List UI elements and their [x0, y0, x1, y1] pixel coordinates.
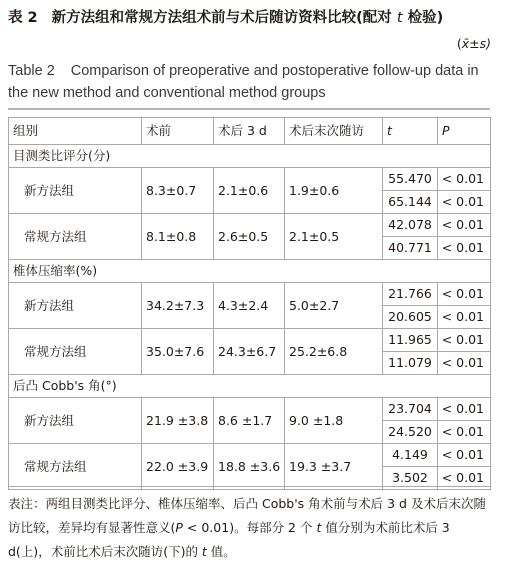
- t-value: 11.079: [383, 352, 438, 375]
- table-footnote: [8, 492, 494, 564]
- comparison-table: [8, 117, 491, 490]
- top-rule: [8, 108, 490, 110]
- header-preop: 术前: [142, 118, 214, 145]
- p-value: < 0.01: [438, 421, 491, 444]
- bottom-rule: [8, 486, 490, 487]
- group-name: 新方法组: [9, 168, 142, 214]
- p-value: < 0.01: [438, 444, 491, 467]
- p-value: < 0.01: [438, 168, 491, 191]
- preop-value: 21.9 ±3.8: [142, 398, 214, 444]
- section-title: 后凸 Cobb's 角(°): [9, 375, 491, 398]
- p-value: < 0.01: [438, 352, 491, 375]
- p-value: < 0.01: [438, 398, 491, 421]
- t-value: 42.078: [383, 214, 438, 237]
- p-value: < 0.01: [438, 191, 491, 214]
- t-value: 65.144: [383, 191, 438, 214]
- post-3d-value: 2.1±0.6: [214, 168, 285, 214]
- footnote-t-variable-2: t: [201, 544, 207, 559]
- p-value: < 0.01: [438, 467, 491, 490]
- table-title-text-cn: 新方法组和常规方法组术前与术后随访资料比较(配对: [51, 10, 397, 26]
- p-value: < 0.01: [438, 214, 491, 237]
- final-followup-value: 25.2±6.8: [285, 329, 383, 375]
- title-t-variable: t: [396, 10, 403, 26]
- final-followup-value: 5.0±2.7: [285, 283, 383, 329]
- t-value: 21.766: [383, 283, 438, 306]
- preop-value: 35.0±7.6: [142, 329, 214, 375]
- section-row: [9, 260, 491, 283]
- header-group: 组别: [9, 118, 142, 145]
- footnote-text-1: 表注：两组目测类比评分、椎体压缩率、后凸 Cobb's 角术前与术后 3 d 及术后末次随访比较，差异均有显著性意义(: [8, 496, 486, 535]
- post-3d-value: 2.6±0.5: [214, 214, 285, 260]
- p-value: < 0.01: [438, 329, 491, 352]
- header-final-followup: 术后末次随访: [285, 118, 383, 145]
- preop-value: 34.2±7.3: [142, 283, 214, 329]
- group-name: 常规方法组: [9, 214, 142, 260]
- footnote-t-variable: t: [316, 520, 322, 535]
- table-row: [9, 444, 491, 467]
- footnote-text-4: 值。: [206, 544, 236, 559]
- post-3d-value: 18.8 ±3.6: [214, 444, 285, 490]
- table-title-en: [8, 60, 498, 104]
- preop-value: 8.3±0.7: [142, 168, 214, 214]
- footnote-p-variable: P: [175, 520, 183, 535]
- section-title: 目测类比评分(分): [9, 145, 491, 168]
- final-followup-value: 19.3 ±3.7: [285, 444, 383, 490]
- header-p: P: [438, 118, 491, 145]
- p-value: < 0.01: [438, 306, 491, 329]
- table-row: [9, 214, 491, 237]
- table-row: [9, 168, 491, 191]
- final-followup-value: 9.0 ±1.8: [285, 398, 383, 444]
- t-value: 23.704: [383, 398, 438, 421]
- group-name: 新方法组: [9, 398, 142, 444]
- table-row: [9, 329, 491, 352]
- p-value: < 0.01: [438, 283, 491, 306]
- t-value: 55.470: [383, 168, 438, 191]
- section-row: [9, 375, 491, 398]
- t-value: 40.771: [383, 237, 438, 260]
- footnote-text-3: 值分别为术前比术后 3 d(上)，术前比术后末次随访(下)的: [8, 520, 450, 559]
- t-value: 20.605: [383, 306, 438, 329]
- table-row: [9, 283, 491, 306]
- group-name: 新方法组: [9, 283, 142, 329]
- section-title: 椎体压缩率(%): [9, 260, 491, 283]
- p-value: < 0.01: [438, 237, 491, 260]
- section-row: [9, 145, 491, 168]
- stat-note-mean: x̄: [461, 36, 470, 51]
- footnote-text-2: < 0.01)。每部分 2 个: [182, 520, 317, 535]
- final-followup-value: 1.9±0.6: [285, 168, 383, 214]
- stat-note-sd: ±s): [469, 36, 491, 51]
- t-value: 3.502: [383, 467, 438, 490]
- group-name: 常规方法组: [9, 444, 142, 490]
- post-3d-value: 24.3±6.7: [214, 329, 285, 375]
- table-row: [9, 398, 491, 421]
- post-3d-value: 8.6 ±1.7: [214, 398, 285, 444]
- table-title-cn: [8, 8, 498, 28]
- t-value: 24.520: [383, 421, 438, 444]
- table-label-cn: 表 2: [8, 10, 38, 26]
- preop-value: 22.0 ±3.9: [142, 444, 214, 490]
- table-title-text-en: Comparison of preoperative and postoperative follow-up data in the new method and conventional method groups: [8, 63, 479, 101]
- statistic-notation: [457, 36, 491, 52]
- preop-value: 8.1±0.8: [142, 214, 214, 260]
- table-title-suffix-cn: 检验): [402, 10, 444, 26]
- post-3d-value: 4.3±2.4: [214, 283, 285, 329]
- table-label-en: Table 2: [8, 63, 55, 79]
- group-name: 常规方法组: [9, 329, 142, 375]
- t-value: 11.965: [383, 329, 438, 352]
- final-followup-value: 2.1±0.5: [285, 214, 383, 260]
- header-t: t: [383, 118, 438, 145]
- stat-note-open: (: [456, 36, 462, 51]
- header-row: [9, 118, 491, 145]
- header-post-3d: 术后 3 d: [214, 118, 285, 145]
- t-value: 4.149: [383, 444, 438, 467]
